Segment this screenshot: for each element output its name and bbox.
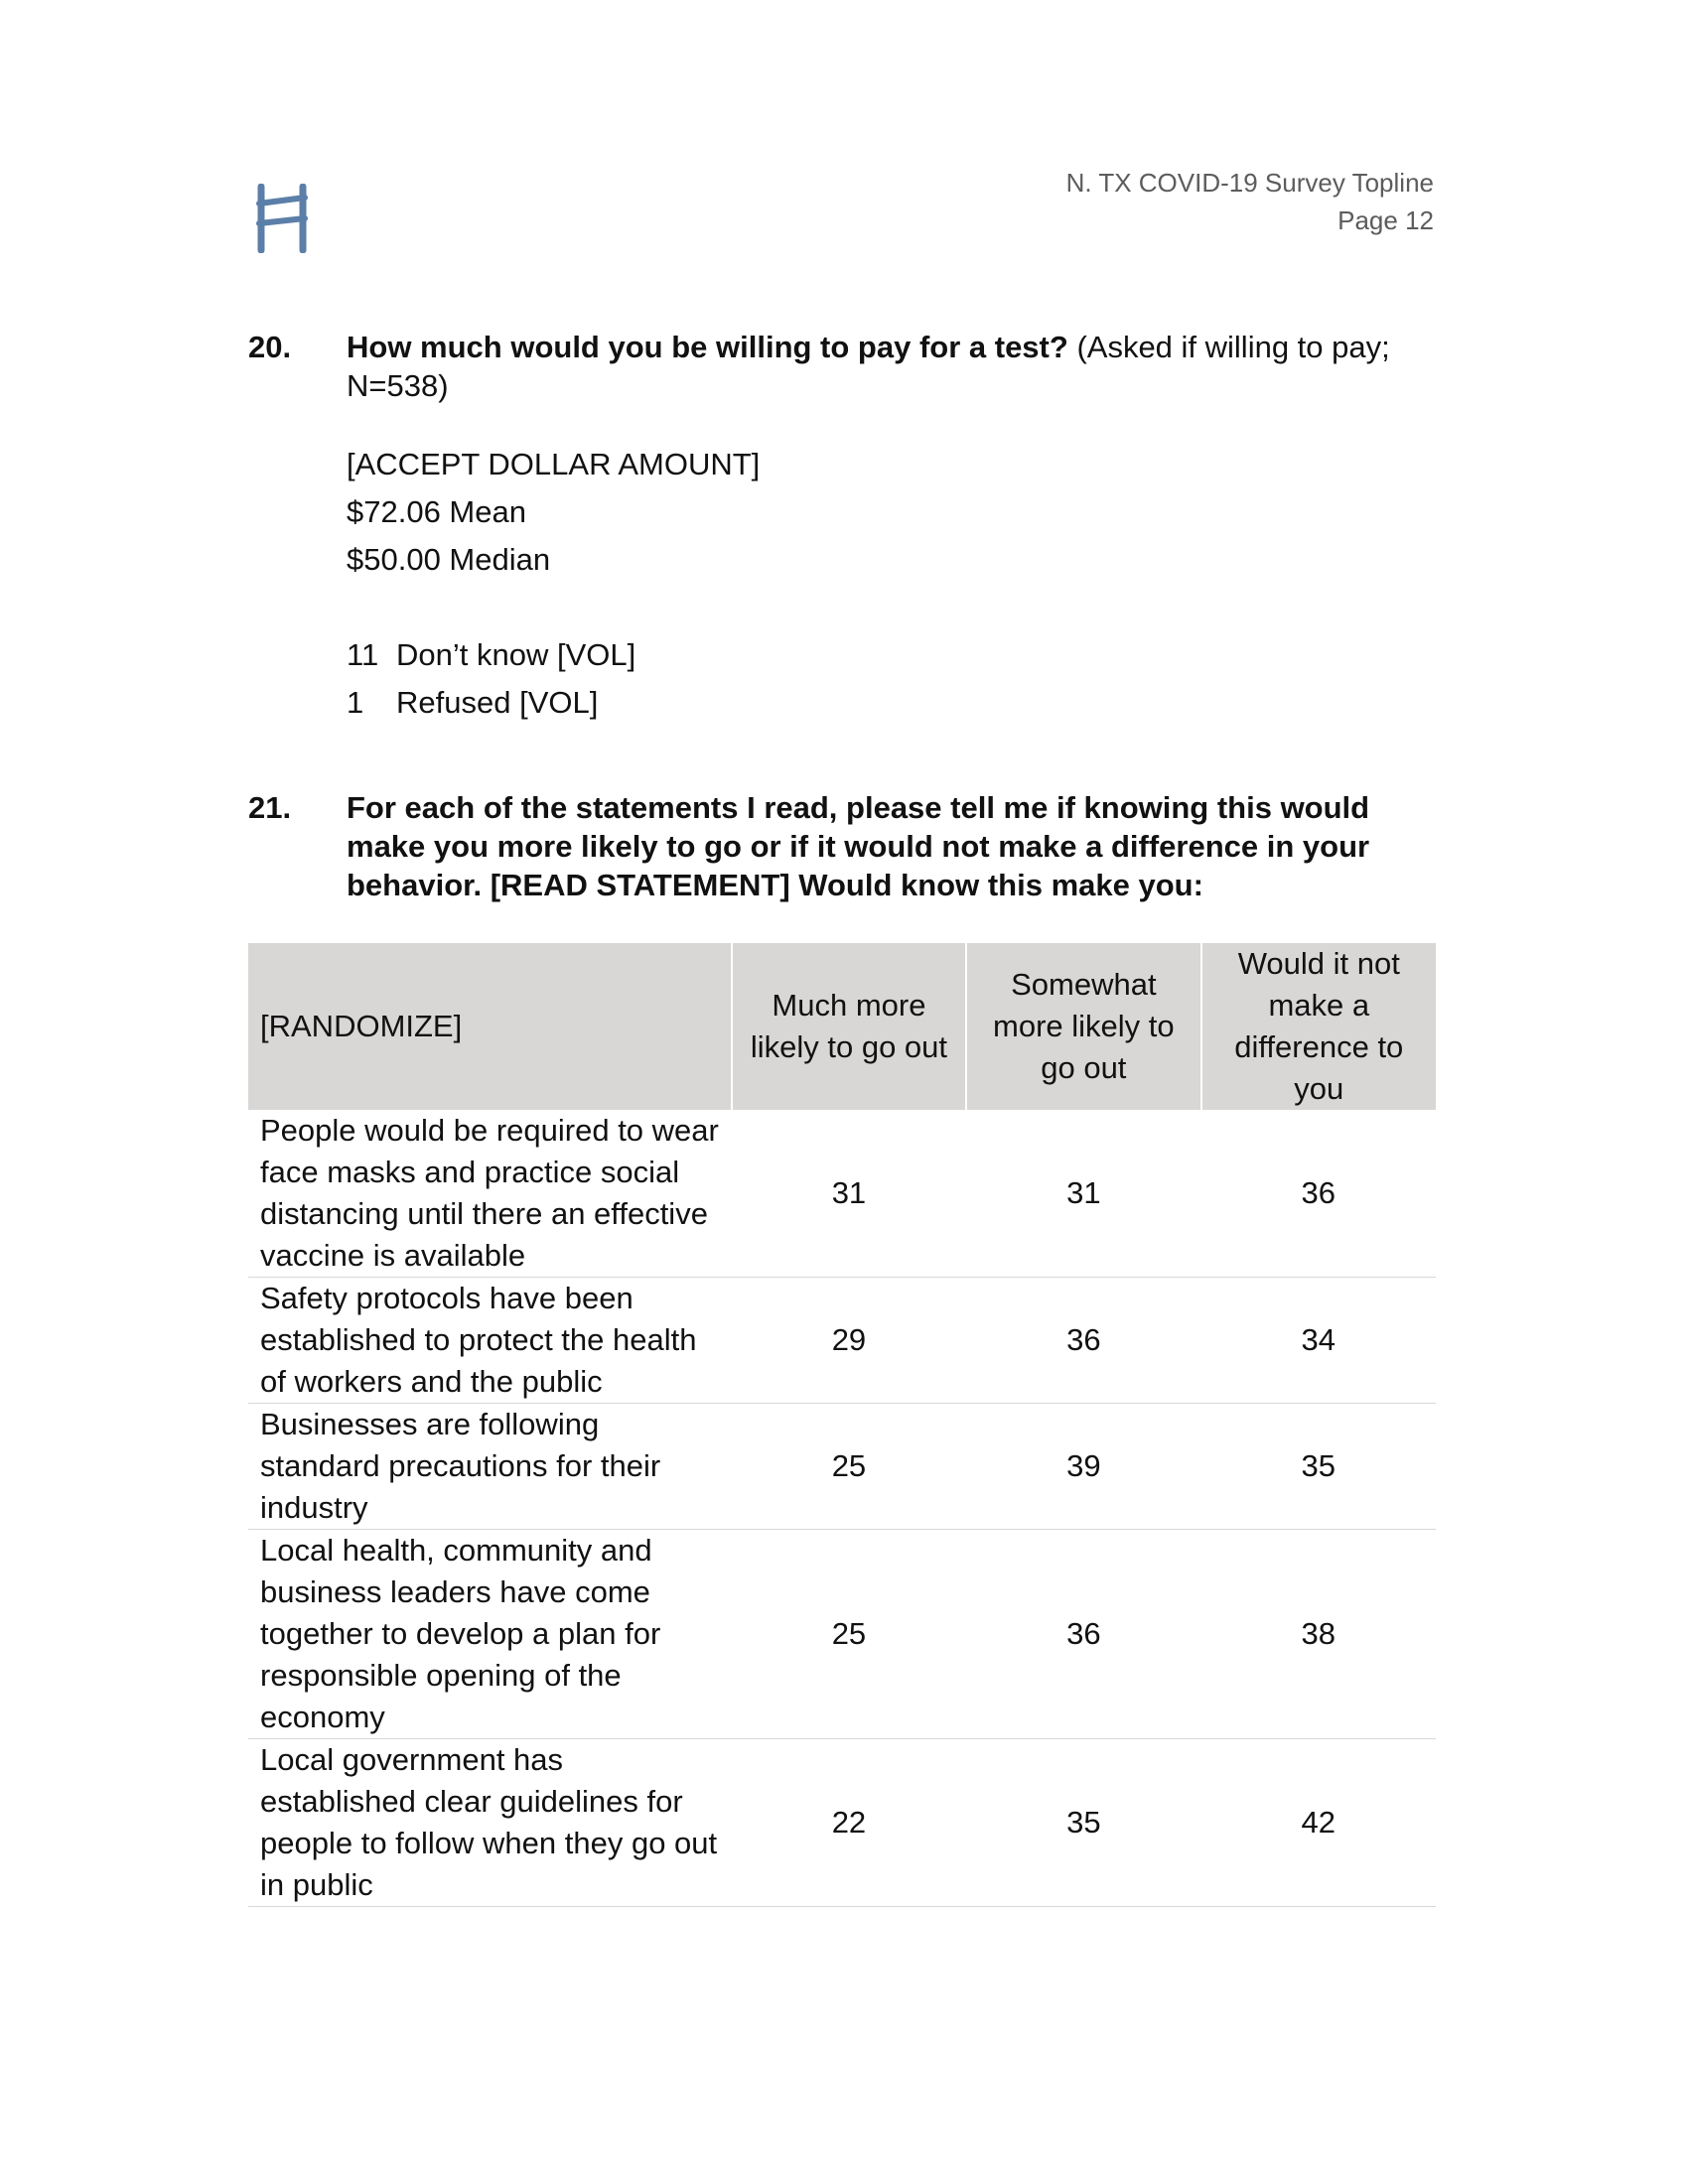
statement-cell: Local health, community and business leaders have come together to develop a plan for responsible opening of the economy [248, 1530, 732, 1739]
statement-cell: Local government has established clear guidelines for people to follow when they go out in public [248, 1739, 732, 1907]
median-value: $50.00 Median [347, 542, 551, 577]
header-randomize: [RANDOMIZE] [248, 943, 732, 1110]
somewhat-more-cell: 31 [966, 1110, 1200, 1278]
header-much-more: Much more likely to go out [732, 943, 966, 1110]
no-difference-cell: 35 [1201, 1404, 1436, 1530]
response-label: Refused [VOL] [396, 685, 599, 720]
question-21 [248, 788, 1440, 904]
much-more-cell: 25 [732, 1404, 966, 1530]
header-somewhat-more: Somewhat more likely to go out [966, 943, 1200, 1110]
response-label: Don’t know [VOL] [396, 637, 636, 672]
header-no-difference: Would it not make a difference to you [1201, 943, 1436, 1110]
table-row [248, 1278, 1436, 1404]
somewhat-more-cell: 35 [966, 1739, 1200, 1907]
response-value: 11 [347, 637, 379, 672]
question-number: 21. [248, 790, 292, 825]
question-note: (Asked if willing to pay; N=538) [347, 330, 1390, 403]
question-prompt: How much would you be willing to pay for a test? [347, 330, 1068, 364]
statement-cell: Businesses are following standard precautions for their industry [248, 1404, 732, 1530]
table-row [248, 1110, 1436, 1278]
somewhat-more-cell: 39 [966, 1404, 1200, 1530]
question-20 [248, 328, 1440, 727]
no-difference-cell: 34 [1201, 1278, 1436, 1404]
no-difference-cell: 42 [1201, 1739, 1436, 1907]
question-number: 20. [248, 330, 292, 364]
response-value: 1 [347, 685, 364, 720]
question-prompt: For each of the statements I read, please tell me if knowing this would make you more likely to go or if it would not make a difference in your behavior. [READ STATEMENT] Would know this make you: [347, 790, 1370, 902]
question-text [347, 328, 1440, 405]
much-more-cell: 25 [732, 1530, 966, 1739]
response-option [347, 679, 1440, 727]
company-logo-icon [254, 184, 312, 253]
no-difference-cell: 38 [1201, 1530, 1436, 1739]
table-header-row [248, 943, 1436, 1110]
page-number: Page 12 [1337, 205, 1434, 235]
much-more-cell: 29 [732, 1278, 966, 1404]
table-row [248, 1739, 1436, 1907]
results-table [248, 943, 1436, 1907]
table-row [248, 1530, 1436, 1739]
response-option [347, 631, 1440, 679]
page-header [1066, 164, 1434, 239]
document-title: N. TX COVID-19 Survey Topline [1065, 168, 1434, 198]
somewhat-more-cell: 36 [966, 1278, 1200, 1404]
instruction: [ACCEPT DOLLAR AMOUNT] [347, 447, 761, 481]
much-more-cell: 22 [732, 1739, 966, 1907]
table-row [248, 1404, 1436, 1530]
somewhat-more-cell: 36 [966, 1530, 1200, 1739]
statement-cell: People would be required to wear face masks and practice social distancing until there an effective vaccine is available [248, 1110, 732, 1278]
much-more-cell: 31 [732, 1110, 966, 1278]
no-difference-cell: 36 [1201, 1110, 1436, 1278]
mean-value: $72.06 Mean [347, 494, 526, 529]
statement-cell: Safety protocols have been established to protect the health of workers and the public [248, 1278, 732, 1404]
